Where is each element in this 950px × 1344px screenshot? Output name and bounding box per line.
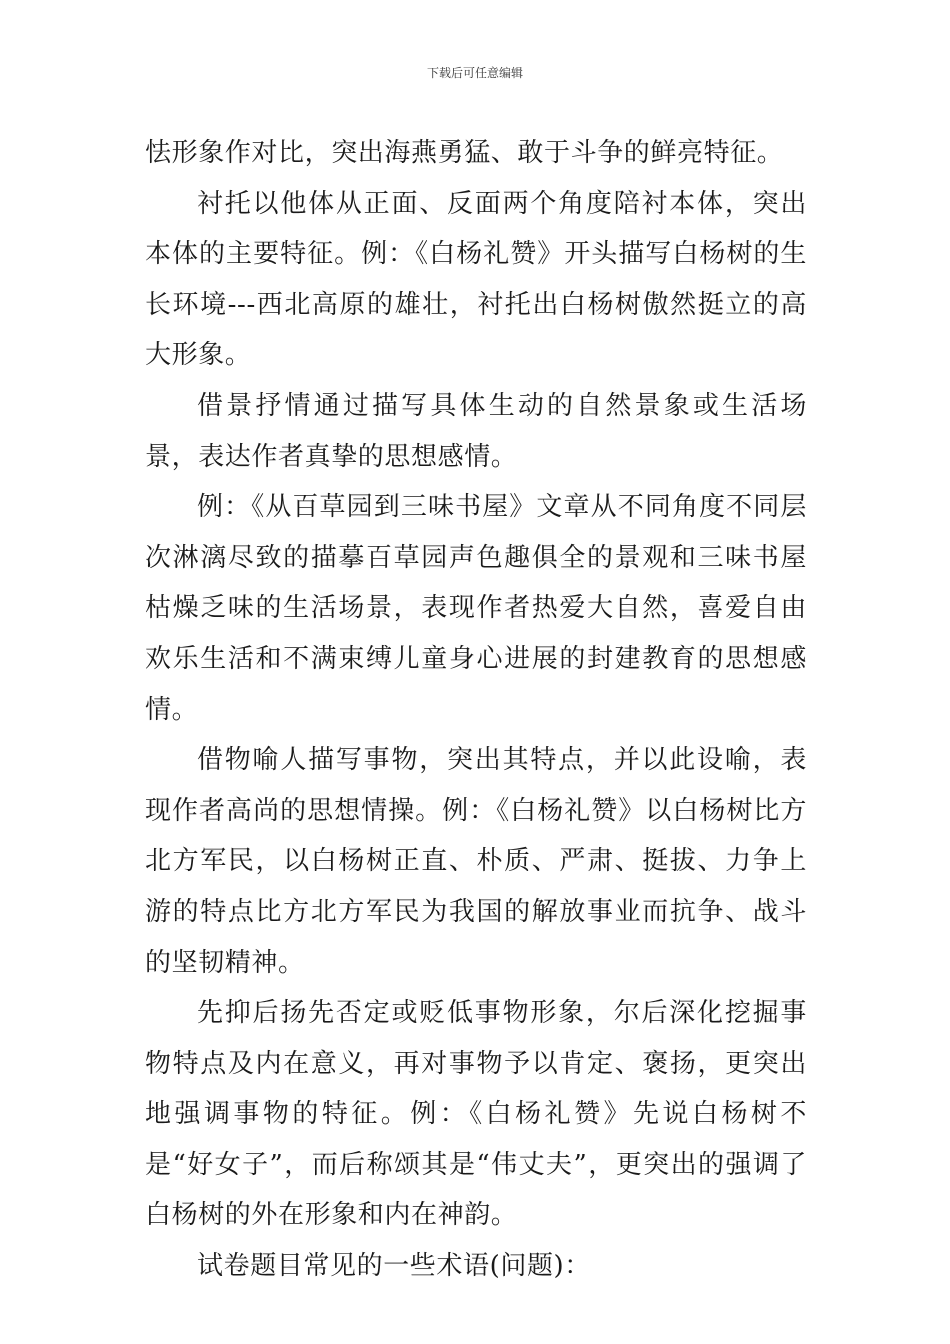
paragraph: 借景抒情通过描写具体生动的自然景象或生活场景，表达作者真挚的思想感情。: [145, 390, 807, 472]
paragraph: 先抑后扬先否定或贬低事物形象，尔后深化挖掘事物特点及内在意义，再对事物予以肯定、褒扬，更突出地强调事物的特征。例：《白杨礼赞》先说白杨树不是“好女子”，而后称颂其是“伟丈夫”，更突出的强调了白杨树的外在形象和内在神韵。: [145, 998, 807, 1231]
document-body: [145, 128, 807, 1292]
paragraph: 怯形象作对比，突出海燕勇猛、敢于斗争的鲜亮特征。: [145, 138, 784, 168]
paragraph: 借物喻人描写事物，突出其特点，并以此设喻，表现作者高尚的思想情操。例：《白杨礼赞》以白杨树比方北方军民，以白杨树正直、朴质、严肃、挺拔、力争上游的特点比方北方军民为我国的解放事业而抗争、战斗的坚韧精神。: [145, 745, 807, 978]
page-header: 下载后可任意编辑: [426, 66, 523, 80]
paragraph: 衬托以他体从正面、反面两个角度陪衬本体，突出本体的主要特征。例：《白杨礼赞》开头描写白杨树的生长环境---西北高原的雄壮，衬托出白杨树傲然挺立的高大形象。: [145, 188, 807, 371]
paragraph: 试卷题目常见的一些术语(问题)：: [197, 1251, 591, 1282]
paragraph: 例：《从百草园到三味书屋》文章从不同角度不同层次淋漓尽致的描摹百草园声色趣俱全的景观和三味书屋枯燥乏味的生活场景，表现作者热爱大自然，喜爱自由欢乐生活和不满束缚儿童身心进展的封建教育的思想感情。: [145, 492, 807, 725]
